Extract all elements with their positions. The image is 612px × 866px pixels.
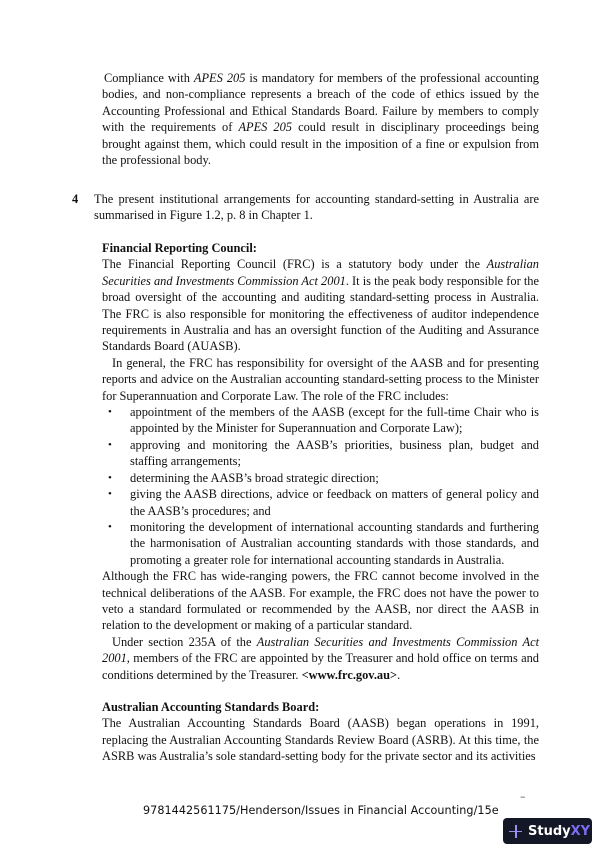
aasb-paragraph-1: The Australian Accounting Standards Board (AASB) began operations in 1991, replacing the Australian Accounting Standards Review Board (ASRB). At this time, the ASRB was Australia’s sole standard-setting body for the private sector and its activities bbox=[102, 716, 539, 764]
list-item bbox=[102, 437, 539, 470]
text-run: . It is the peak body responsible for the broad oversight of the accounting and auditing standard-setting process in Australia. The FRC is also responsible for monitoring the effectiveness of auditor independence requirements in Australia and has an oversight function of the Auditing and Assurance Standards Board (AUASB). bbox=[102, 273, 539, 354]
list-item-text: determining the AASB’s broad strategic direction; bbox=[130, 470, 379, 485]
list-item bbox=[102, 404, 539, 437]
frc-paragraph-4 bbox=[102, 634, 539, 683]
frc-section bbox=[102, 240, 539, 765]
list-item bbox=[102, 519, 539, 568]
text-run: . bbox=[397, 667, 401, 682]
bullet-icon: • bbox=[108, 406, 112, 419]
frc-paragraph-3: Although the FRC has wide-ranging powers, the FRC cannot become involved in the technical deliberations of the AASB. For example, the FRC does not have the power to veto a standard formulated or recommended by the AASB, nor direct the AASB in relation to the development or making of a particular standard. bbox=[102, 569, 539, 633]
standard-title-italic: APES 205 bbox=[193, 71, 246, 85]
studyxy-badge[interactable] bbox=[503, 818, 592, 844]
footer-citation: 9781442561175/Henderson/Issues in Financial Accounting/15e bbox=[143, 804, 499, 817]
text-run: Under section 235A of the bbox=[112, 634, 257, 649]
frc-paragraph-1 bbox=[102, 256, 539, 354]
list-item bbox=[102, 470, 539, 486]
intro-paragraph bbox=[102, 70, 539, 168]
text-run: is mandatory for members of the professional accounting bodies, and non-compliance represents a breach of the code of ethics issued by the Accounting Professional and Ethical Standards Board. Failure by members to comply with the requirements of bbox=[102, 71, 539, 135]
frc-roles-list bbox=[102, 404, 539, 568]
text-run: The Financial Reporting Council (FRC) is a statutory body under the bbox=[102, 257, 487, 272]
list-item bbox=[102, 486, 539, 519]
frc-website-link[interactable]: <www.frc.gov.au> bbox=[301, 667, 398, 682]
frc-heading: Financial Reporting Council: bbox=[102, 241, 257, 255]
text-run: Compliance with bbox=[104, 71, 194, 85]
bullet-icon: • bbox=[108, 438, 112, 451]
bullet-icon: • bbox=[108, 488, 112, 501]
badge-label-main: Study bbox=[528, 823, 571, 839]
list-item-text: approving and monitoring the AASB’s priorities, business plan, budget and staffing arrangements; bbox=[130, 437, 539, 469]
text-run: , members of the FRC are appointed by the Treasurer and hold office on terms and conditions determined by the Treasurer. bbox=[102, 651, 539, 682]
item-text: The present institutional arrangements for accounting standard-setting in Australia are summarised in Figure 1.2, p. 8 in Chapter 1. bbox=[94, 192, 539, 223]
bullet-icon: • bbox=[108, 520, 112, 533]
list-item-text: appointment of the members of the AASB (except for the full-time Chair who is appointed by the Minister for Superannuation and Corporate Law); bbox=[130, 405, 539, 436]
frc-paragraph-2: In general, the FRC has responsibility for oversight of the AASB and for presenting reports and advice on the Australian accounting standard-setting process to the Minister for Superannuation and Corporate Law. The role of the FRC includes: bbox=[102, 355, 539, 403]
badge-label-accent: XY bbox=[570, 823, 591, 839]
item-number: 4 bbox=[72, 192, 79, 206]
act-title-italic: Australian Securities and Investments Commission Act 2001 bbox=[102, 257, 539, 288]
standard-title-italic: APES 205 bbox=[238, 120, 292, 135]
page-number-marker: – bbox=[520, 790, 526, 803]
list-item-text: monitoring the development of international accounting standards and furthering the harmonisation of Australian accounting standards with those standards, and promoting a greater role for international accounting standards in Australia. bbox=[130, 519, 539, 567]
plus-icon bbox=[509, 825, 522, 838]
text-run: could result in disciplinary proceedings being brought against them, which could result in the imposition of a fine or expulsion from the professional body. bbox=[102, 120, 539, 168]
aasb-heading: Australian Accounting Standards Board: bbox=[102, 699, 320, 714]
act-title-italic: Australian Securities and Investments Commission Act 2001 bbox=[102, 634, 540, 666]
spacer bbox=[102, 683, 539, 699]
list-item-text: giving the AASB directions, advice or feedback on matters of general policy and the AASB’s procedures; and bbox=[130, 487, 539, 518]
bullet-icon: • bbox=[108, 471, 112, 484]
